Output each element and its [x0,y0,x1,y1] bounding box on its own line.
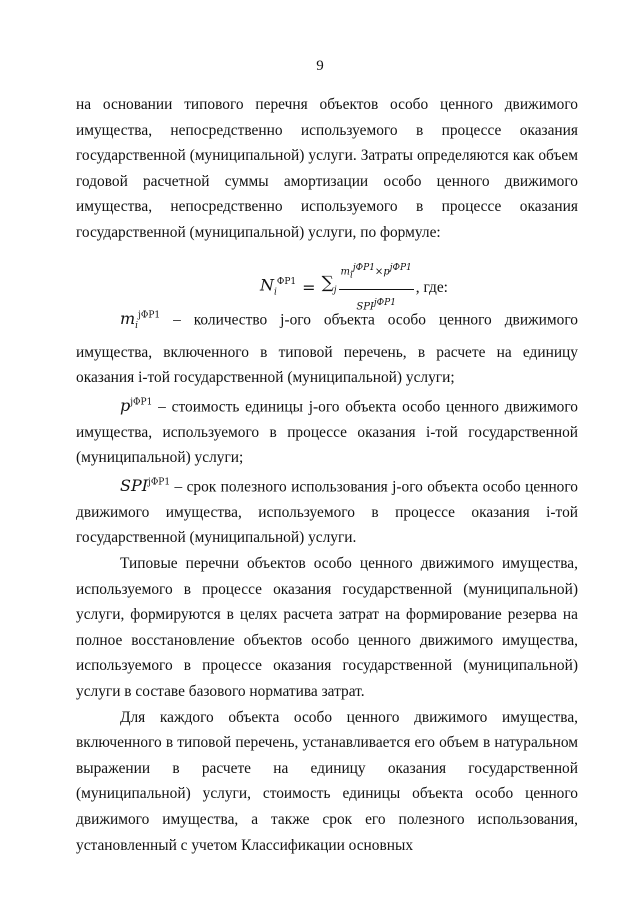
definition-spi-symbol: $SPI^{jФР1}$ [120,476,171,496]
page-number: 9 [316,58,324,74]
formula-lhs: $N_i^{ФР1}$ [260,275,297,298]
definition-p: $p^{jФР1}$ – стоимость единицы j-ого объекта особо ценного движимого имущества, используемого в процессе оказания i-той государственной (муниципальной) услуги; [76,396,578,467]
definition-spi: $SPI^{jФР1}$ – срок полезного использования j-ого объекта особо ценного движимого имущества, используемого в процессе оказания i-той государственной (муниципальной) услуги. [76,476,578,547]
formula-numerator: $m_i^{jФР1}\times p^{jФР1}$ [339,256,414,291]
formula-denominator: $SPI^{jФР1}$ [356,298,396,313]
definition-m-symbol: $m_i^{jФР1}$ [120,308,161,332]
paragraph-each-object: Для каждого объекта особо ценного движимого имущества, включенного в типовой перечень, устанавливается его объем в натуральном выражении в расчете на единицу оказания государственной (муниципальной) услуги, стоимость единицы объекта особо ценного движимого имущества, а также срок его полезного использования, установленный с учетом Классификации основных [76,708,578,854]
document-body [76,92,578,858]
intro-paragraph: на основании типового перечня объектов особо ценного движимого имущества, непосредственно используемого в процессе оказания государственной (муниципальной) услуги. Затраты определяются как объем годовой расчетной суммы амортизации особо ценного движимого имущества, непосредственно используемого в процессе оказания государственной (муниципальной) услуги, по формуле: [76,96,578,241]
formula-fraction [339,256,414,321]
amortization-formula [76,246,578,313]
formula-sum: $\sum_j$ [321,273,337,296]
formula-expression [260,256,448,321]
definition-m: $m_i^{jФР1}$ – количество j-ого объекта особо ценного движимого имущества, включенного в типовой перечень, в расчете на единицу оказания i-той государственной (муниципальной) услуги; [76,308,578,387]
definition-p-symbol: $p^{jФР1}$ [120,396,153,416]
formula-suffix: , где: [415,279,448,297]
formula-equals: = [302,278,316,298]
paragraph-standard-lists: Типовые перечни объектов особо ценного движимого имущества, используемого в процессе оказания государственной (муниципальной) услуги, формируются в целях расчета затрат на формирование резерва на полное восстановление объектов особо ценного движимого имущества, используемого в процессе оказания государственной (муниципальной) услуги в составе базового норматива затрат. [76,555,578,701]
